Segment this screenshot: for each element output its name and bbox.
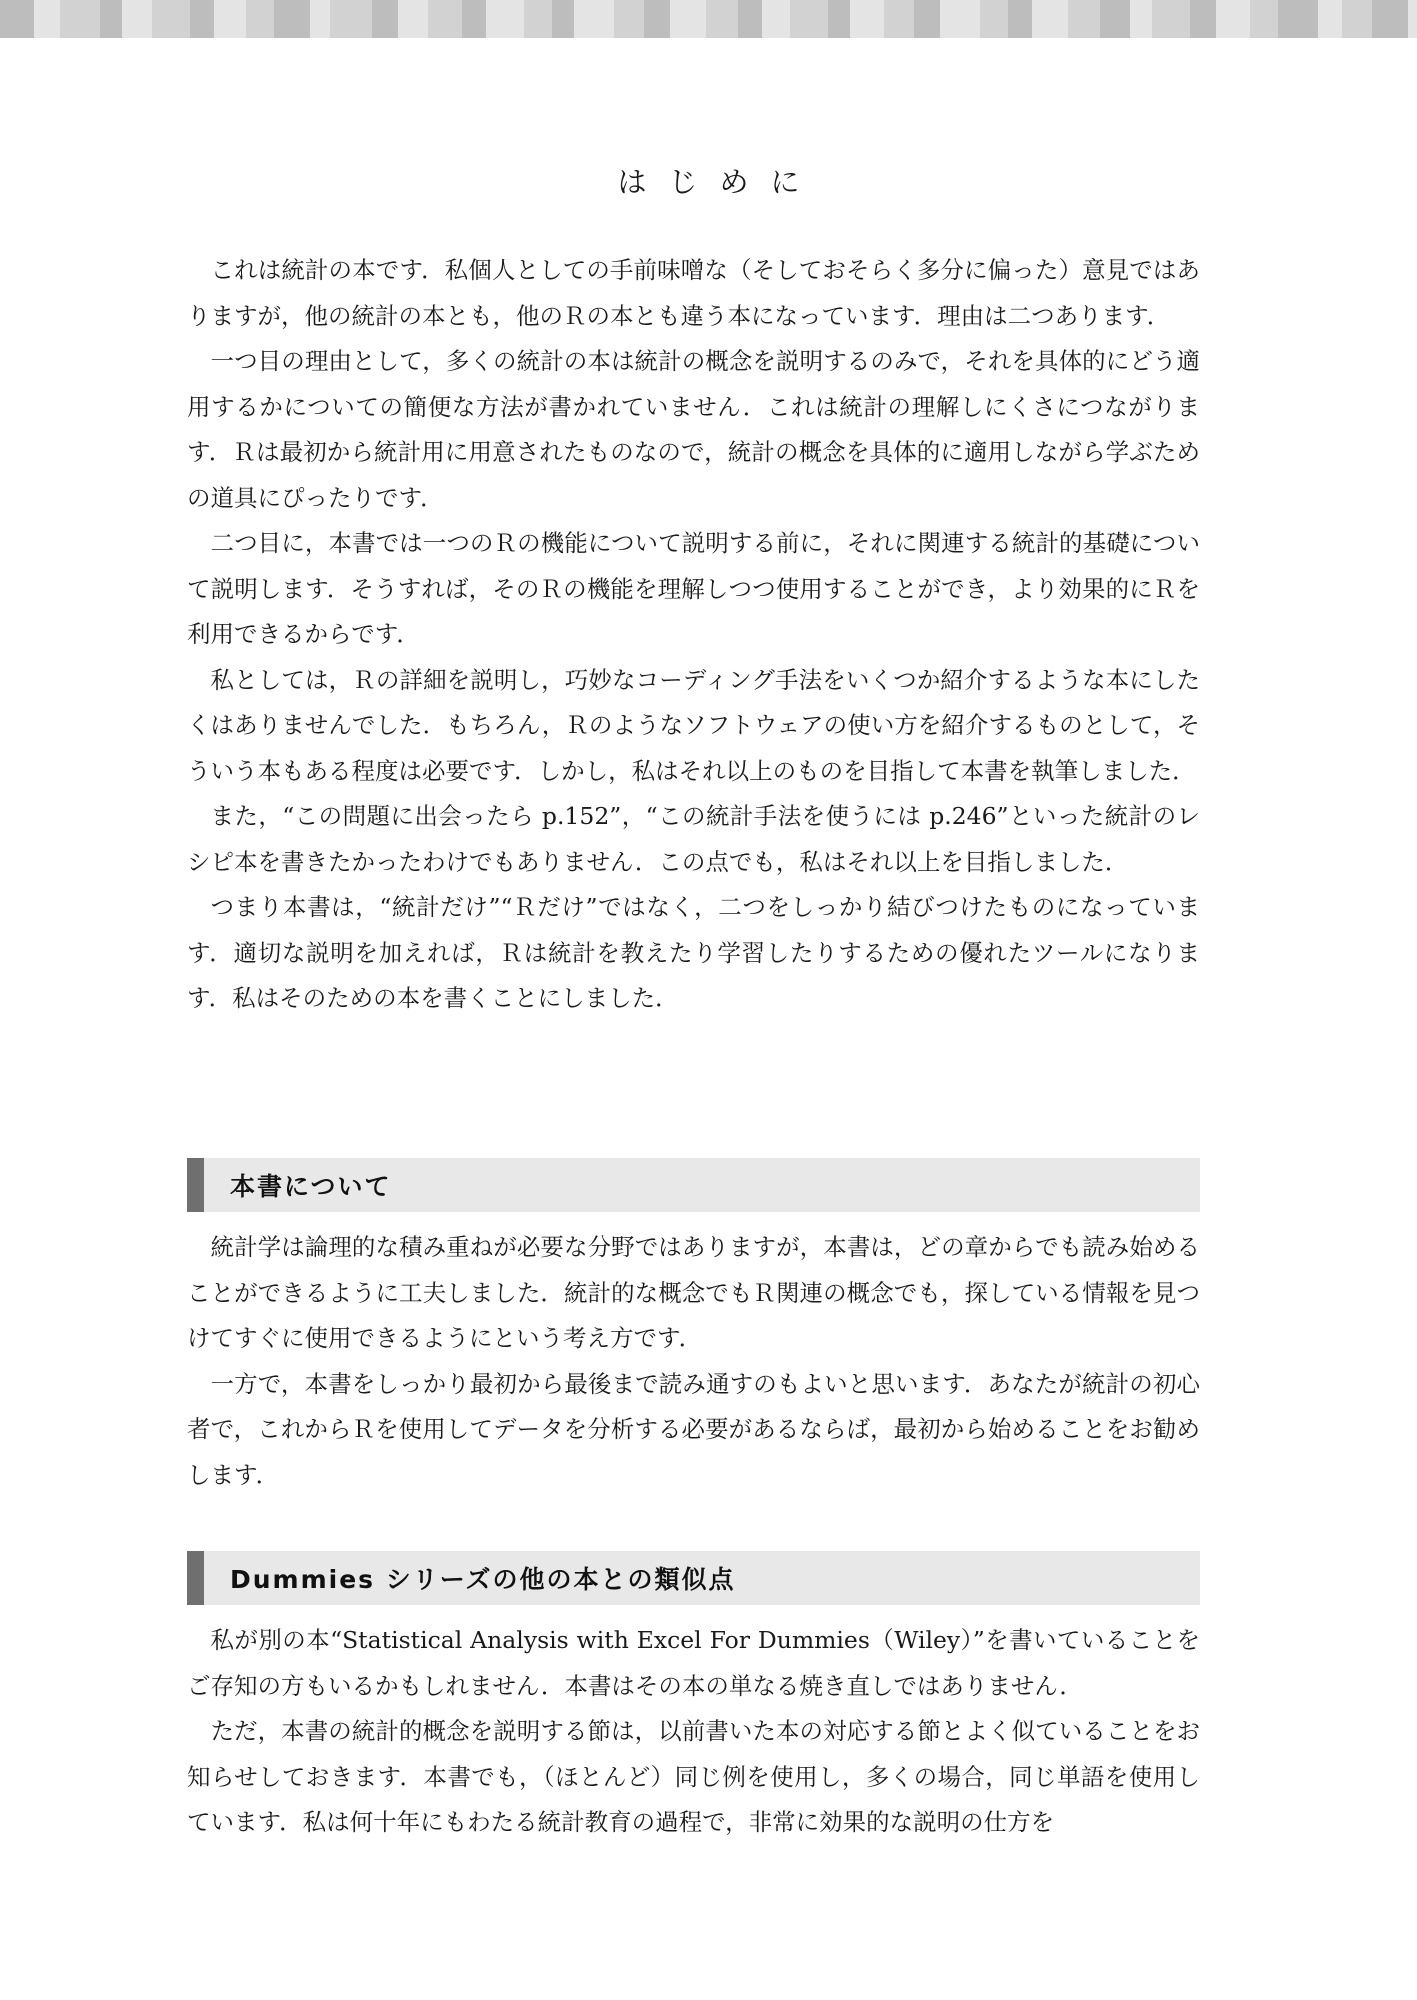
band-tile (914, 0, 940, 38)
intro-text (187, 248, 1200, 1022)
band-tile (884, 0, 914, 38)
band-tile (330, 0, 372, 38)
intro-paragraph-6: つまり本書は，“統計だけ”“Ｒだけ”ではなく，二つをしっかり結びつけたものになっています．適切な説明を加えれば，Ｒは統計を教えたり学習したりするための優れたツールになります．私はそのための本を書くことにしました． (187, 893, 1200, 1012)
band-tile (1152, 0, 1190, 38)
band-tile (428, 0, 462, 38)
intro-paragraph-5: また，“この問題に出会ったら p.152”，“この統計手法を使うには p.246”といった統計のレシピ本を書きたかったわけでもありません．この点でも，私はそれ以上を目指しました． (187, 802, 1200, 876)
band-tile (246, 0, 274, 38)
band-tile (462, 0, 486, 38)
band-tile (850, 0, 884, 38)
intro-paragraph-4: 私としては，Ｒの詳細を説明し，巧妙なコーディング手法をいくつか紹介するような本にしたくはありませんでした．もちろん，Ｒのようなソフトウェアの使い方を紹介するものとして，そういう本もある程度は必要です．しかし，私はそれ以上のものを目指して本書を執筆しました． (187, 665, 1200, 785)
band-tile (1342, 0, 1372, 38)
band-tile (552, 0, 574, 38)
band-tile (1130, 0, 1152, 38)
band-tile (1278, 0, 1318, 38)
band-tile (1408, 0, 1417, 38)
band-tile (1032, 0, 1068, 38)
band-tile (486, 0, 524, 38)
intro-paragraph-3: 二つ目に，本書では一つのＲの機能について説明する前に，それに関連する統計的基礎について説明します．そうすれば，そのＲの機能を理解しつつ使用することができ，より効果的にＲを利用できるからです． (187, 529, 1200, 648)
dummies-paragraph-1: 私が別の本“Statistical Analysis with Excel For Dummies（Wiley）”を書いていることをご存知の方もいるかもしれません．本書はその本の単なる焼き直しではありません． (187, 1626, 1200, 1700)
band-tile (34, 0, 60, 38)
band-tile (644, 0, 670, 38)
band-tile (274, 0, 310, 38)
dummies-paragraph-2: ただ，本書の統計的概念を説明する節は，以前書いた本の対応する節とよく似ていることをお知らせしておきます．本書でも，（ほとんど）同じ例を使用し，多くの場合，同じ単語を使用しています．私は何十年にもわたる統計教育の過程で，非常に効果的な説明の仕方を (187, 1717, 1200, 1836)
band-tile (1068, 0, 1100, 38)
band-tile (762, 0, 790, 38)
section-heading-about-book: 本書について (187, 1158, 1200, 1212)
band-tile (310, 0, 330, 38)
band-tile (1190, 0, 1216, 38)
band-tile (372, 0, 398, 38)
band-tile (214, 0, 246, 38)
band-tile (940, 0, 980, 38)
section-dummies-text (187, 1618, 1200, 1846)
band-tile (790, 0, 828, 38)
page-title: はじめに (617, 165, 822, 199)
band-tile (152, 0, 190, 38)
band-tile (60, 0, 100, 38)
section-heading-dummies-similarity: Dummies シリーズの他の本との類似点 (187, 1551, 1200, 1605)
top-decorative-band (0, 0, 1417, 38)
band-tile (980, 0, 1008, 38)
about-paragraph-2: 一方で，本書をしっかり最初から最後まで読み通すのもよいと思います．あなたが統計の初心者で，これからＲを使用してデータを分析する必要があるならば，最初から始めることをお勧めします． (187, 1369, 1200, 1489)
band-tile (670, 0, 706, 38)
band-tile (0, 0, 34, 38)
band-tile (1318, 0, 1342, 38)
band-tile (828, 0, 850, 38)
band-tile (1100, 0, 1130, 38)
band-tile (1008, 0, 1032, 38)
band-tile (1372, 0, 1408, 38)
intro-paragraph-2: 一つ目の理由として，多くの統計の本は統計の概念を説明するのみで，それを具体的にどう適用するかについての簡便な方法が書かれていません．これは統計の理解しにくさにつながります．Ｒは最初から統計用に用意されたものなので，統計の概念を具体的に適用しながら学ぶための道具にぴったりです． (187, 347, 1200, 512)
band-tile (524, 0, 552, 38)
about-paragraph-1: 統計学は論理的な積み重ねが必要な分野ではありますが，本書は，どの章からでも読み始めることができるように工夫しました．統計的な概念でもＲ関連の概念でも，探している情報を見つけてすぐに使用できるようにという考え方です． (187, 1233, 1200, 1352)
band-tile (100, 0, 122, 38)
band-tile (1250, 0, 1278, 38)
section-about-book-text (187, 1225, 1200, 1498)
band-tile (398, 0, 428, 38)
intro-paragraph-1: これは統計の本です．私個人としての手前味噌な（そしておそらく多分に偏った）意見ではありますが，他の統計の本とも，他のＲの本とも違う本になっています．理由は二つあります． (187, 256, 1200, 330)
band-tile (738, 0, 762, 38)
band-tile (190, 0, 214, 38)
band-tile (614, 0, 644, 38)
band-tile (1216, 0, 1250, 38)
band-tile (706, 0, 738, 38)
band-tile (574, 0, 614, 38)
band-tile (122, 0, 152, 38)
